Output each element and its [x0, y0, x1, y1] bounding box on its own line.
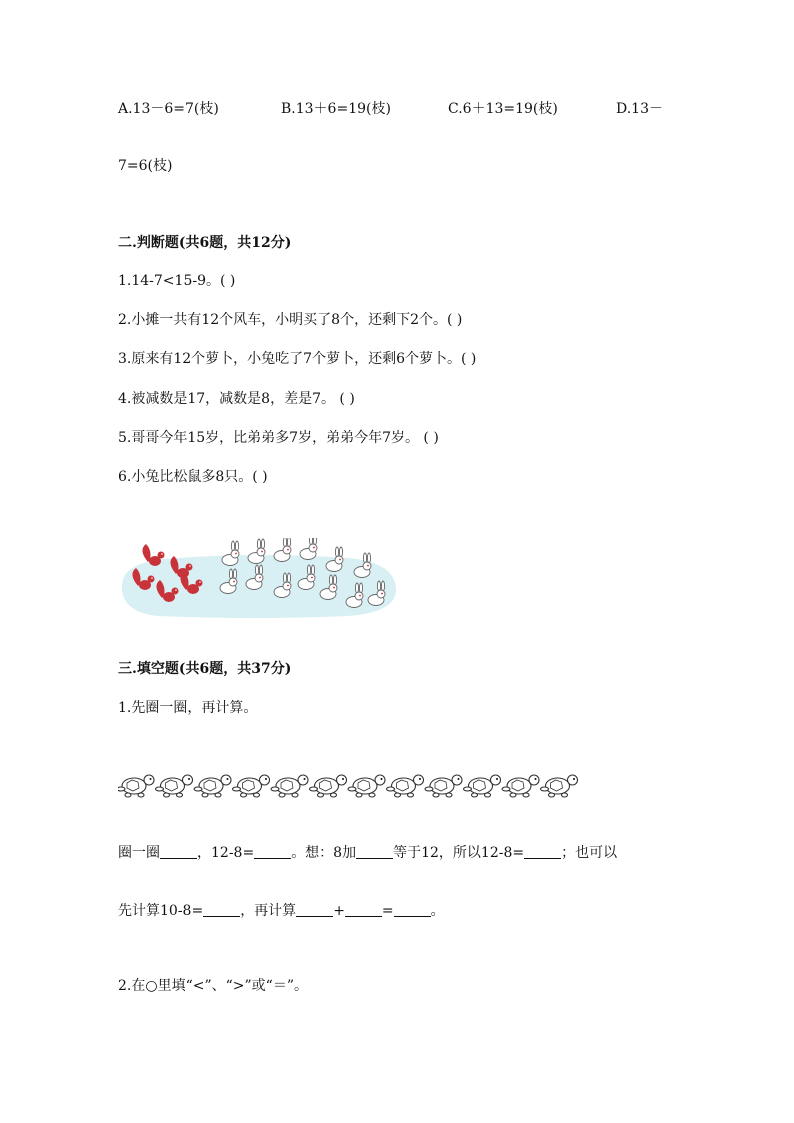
- turtle-group: [118, 775, 578, 797]
- turtle-icon: [387, 775, 424, 797]
- answer-blank-sum[interactable]: [394, 902, 431, 917]
- judge-question-1: 1.14-7<15-9。( ): [118, 273, 236, 289]
- answer-blank-circle[interactable]: [160, 844, 197, 859]
- text-also: ；也可以: [561, 845, 618, 861]
- text-equals: =: [381, 903, 394, 919]
- text-period: 。: [430, 903, 445, 919]
- option-d-continued: 7=6(枝): [118, 158, 173, 174]
- turtle-icon: [541, 775, 578, 797]
- fill-question-1-title: 1.先圈一圈，再计算。: [118, 700, 258, 716]
- turtle-icon: [118, 775, 154, 797]
- judge-question-2: 2.小摊一共有12个风车，小明买了8个，还剩下2个。( ): [118, 312, 463, 328]
- turtle-icon: [502, 775, 539, 797]
- option-a: A.13－6=7(枝): [118, 101, 219, 117]
- rabbit-icon: [248, 539, 265, 564]
- turtle-icon: [233, 775, 270, 797]
- option-d: D.13－: [616, 101, 663, 117]
- text-circle: 圈一圈: [118, 845, 160, 861]
- option-b: B.13＋6=19(枝): [281, 101, 391, 117]
- rabbit-icon: [274, 538, 291, 562]
- answer-blank-10-8[interactable]: [203, 902, 240, 917]
- turtle-icon: [310, 775, 347, 797]
- text-then-calc: ，再计算: [240, 903, 297, 919]
- answer-blank-addend-2[interactable]: [345, 902, 382, 917]
- turtle-icon: [194, 775, 231, 797]
- turtles-figure: [118, 768, 583, 802]
- judge-question-6: 6.小兔比松鼠多8只。( ): [118, 469, 268, 485]
- text-think: 。想：8加: [291, 845, 357, 861]
- section3-heading: 三.填空题(共6题，共37分): [118, 661, 292, 677]
- rabbit-icon: [300, 538, 317, 560]
- text-12-8: ，12-8=: [197, 845, 255, 861]
- rabbit-icon: [222, 541, 239, 566]
- answer-blank-8-plus[interactable]: [356, 844, 393, 859]
- fill-question-2-title: 2.在○里填“<”、“>”或“＝”。: [118, 978, 308, 994]
- turtle-icon: [156, 775, 193, 797]
- answer-blank-12-8-again[interactable]: [524, 844, 561, 859]
- text-10-8: 先计算10-8=: [118, 903, 204, 919]
- text-equals-12: 等于12，所以12-8=: [393, 845, 525, 861]
- turtle-icon: [425, 775, 462, 797]
- answer-blank-12-8[interactable]: [254, 844, 291, 859]
- fill-question-1-line2: [118, 900, 445, 920]
- answer-blank-addend-1[interactable]: [296, 902, 333, 917]
- option-c: C.6＋13=19(枝): [448, 101, 558, 117]
- text-plus: +: [333, 903, 345, 919]
- section2-heading: 二.判断题(共6题，共12分): [118, 235, 292, 251]
- squirrels-rabbits-figure: [118, 538, 398, 620]
- fill-question-1-line1: [118, 842, 617, 862]
- judge-question-3: 3.原来有12个萝卜，小兔吃了7个萝卜，还剩6个萝卜。( ): [118, 351, 477, 367]
- judge-question-4: 4.被减数是17，减数是8，差是7。 ( ): [118, 391, 355, 407]
- turtle-icon: [464, 775, 501, 797]
- turtle-icon: [348, 775, 385, 797]
- turtle-icon: [271, 775, 308, 797]
- judge-question-5: 5.哥哥今年15岁，比弟弟多7岁，弟弟今年7岁。 ( ): [118, 430, 439, 446]
